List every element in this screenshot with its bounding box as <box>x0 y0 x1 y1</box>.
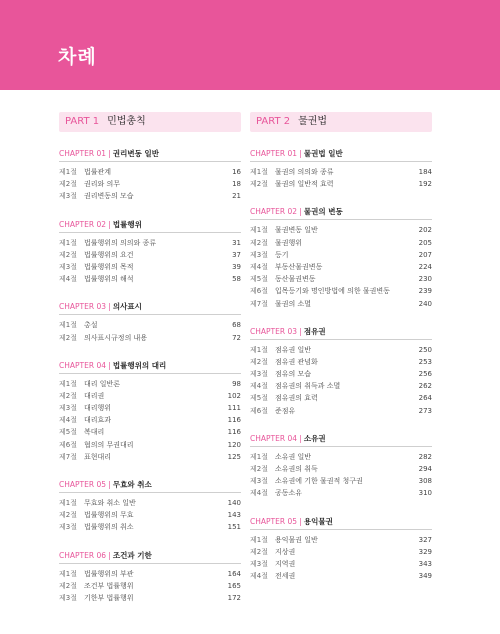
section-number: 제4절 <box>250 382 268 391</box>
section-title: 법률행위의 의의와 종류 <box>84 238 157 247</box>
page-number: 329 <box>418 547 432 556</box>
part-1-column <box>59 112 241 604</box>
toc-entry[interactable] <box>250 546 432 558</box>
section-number: 제6절 <box>250 406 268 415</box>
page-number: 120 <box>227 440 241 449</box>
chapter-gap <box>250 417 432 432</box>
page-number: 140 <box>227 499 241 507</box>
page-number: 164 <box>227 569 241 578</box>
toc-entry[interactable] <box>59 190 241 202</box>
chapter-gap <box>59 534 241 549</box>
section-number: 제5절 <box>59 428 77 437</box>
part-number: PART 1 <box>65 116 100 127</box>
chapter-gap <box>59 203 241 218</box>
toc-entry[interactable] <box>250 451 432 463</box>
section-number: 제3절 <box>250 477 268 486</box>
section-number: 제1절 <box>250 452 268 461</box>
toc-entry[interactable] <box>59 249 241 261</box>
section-title: 물권변동 일반 <box>275 226 318 235</box>
chapter-label: CHAPTER 03 | <box>250 326 302 336</box>
section-title: 법률행위의 목적 <box>84 262 134 271</box>
chapter-heading[interactable] <box>250 205 432 220</box>
chapter-heading[interactable] <box>59 359 241 374</box>
chapter-heading[interactable] <box>250 147 432 162</box>
page-number: 264 <box>418 394 432 403</box>
section-title: 물권행위 <box>275 238 303 247</box>
section-title: 물권의 소멸 <box>275 299 312 308</box>
section-title: 법률행위의 무효 <box>84 511 134 520</box>
toc-entry[interactable] <box>250 392 432 404</box>
chapter-heading[interactable] <box>59 218 241 233</box>
section-title: 무효와 취소 일반 <box>84 499 136 507</box>
section-title: 지역권 <box>275 559 296 568</box>
section-number: 제1절 <box>250 226 268 235</box>
section-title: 조건부 법률행위 <box>84 581 134 590</box>
page-number: 253 <box>418 357 432 366</box>
chapter-label: CHAPTER 04 | <box>59 360 111 370</box>
toc-entry[interactable] <box>59 497 241 509</box>
page-number: 250 <box>418 345 432 354</box>
section-title: 권리와 의무 <box>84 180 121 189</box>
page-number: 192 <box>418 180 432 189</box>
toc-entry[interactable] <box>250 475 432 487</box>
section-number: 제1절 <box>250 535 268 544</box>
toc-entry[interactable] <box>250 261 432 273</box>
part-title: 민법총칙 <box>107 116 146 127</box>
toc-entry[interactable] <box>59 592 241 604</box>
section-title: 공동소유 <box>275 489 303 498</box>
chapter-title: 의사표시 <box>112 302 142 312</box>
section-title: 동산물권변동 <box>275 275 316 284</box>
chapter-gap <box>59 285 241 300</box>
section-number: 제4절 <box>59 416 77 425</box>
toc-entry[interactable] <box>59 521 241 533</box>
toc-entry[interactable] <box>250 380 432 392</box>
chapter-label: CHAPTER 02 | <box>59 219 111 229</box>
section-number: 제2절 <box>59 391 77 400</box>
toc-entry[interactable] <box>250 558 432 570</box>
toc-entry[interactable] <box>59 568 241 580</box>
toc-entry[interactable] <box>59 580 241 592</box>
toc-entry[interactable] <box>59 414 241 426</box>
section-title: 대리 일반론 <box>84 379 121 388</box>
toc-entry[interactable] <box>59 166 241 178</box>
toc-entry[interactable] <box>59 332 241 344</box>
section-title: 부동산물권변동 <box>275 262 323 271</box>
section-title: 소유권의 취득 <box>275 465 318 473</box>
section-number: 제4절 <box>250 262 268 271</box>
page-number: 72 <box>232 333 241 342</box>
section-number: 제2절 <box>250 465 268 473</box>
page-number: 349 <box>418 572 432 581</box>
section-title: 전세권 <box>275 572 296 581</box>
header-banner <box>0 0 500 90</box>
toc-entry[interactable] <box>59 451 241 463</box>
section-number: 제1절 <box>59 321 77 330</box>
page-number: 39 <box>232 262 241 271</box>
page-number: 239 <box>418 287 432 296</box>
toc-entry[interactable] <box>250 166 432 178</box>
page-number: 68 <box>232 321 241 330</box>
section-title: 소유권에 기한 물권적 청구권 <box>275 477 363 486</box>
section-number: 제1절 <box>59 168 77 176</box>
page-number: 125 <box>227 452 241 461</box>
chapter-title: 소유권 <box>303 433 326 443</box>
chapter-heading[interactable] <box>59 478 241 493</box>
section-title: 대리행위 <box>84 404 112 413</box>
section-number: 제3절 <box>59 192 77 201</box>
section-title: 입목등기와 명인방법에 의한 물권변동 <box>275 287 390 296</box>
chapter-title: 용익물권 <box>303 516 333 526</box>
toc-entry[interactable] <box>59 237 241 249</box>
page-number: 282 <box>418 452 432 461</box>
section-title: 기한부 법률행위 <box>84 593 134 602</box>
section-number: 제3절 <box>59 593 77 602</box>
chapter-title: 권리변동 일반 <box>112 149 159 158</box>
page-number: 205 <box>418 238 432 247</box>
section-number: 제2절 <box>250 547 268 556</box>
chapter-label: CHAPTER 05 | <box>59 480 111 489</box>
section-number: 제7절 <box>250 299 268 308</box>
toc-entry[interactable] <box>250 273 432 285</box>
part-number: PART 2 <box>256 116 291 127</box>
chapter-gap <box>250 310 432 325</box>
section-number: 제2절 <box>250 238 268 247</box>
chapter-title: 법률행위의 대리 <box>112 360 167 370</box>
page-number: 165 <box>227 581 241 590</box>
part-2-column <box>250 112 432 582</box>
section-title: 점유의 모습 <box>275 370 312 379</box>
page-number: 98 <box>232 379 241 388</box>
section-number: 제3절 <box>250 559 268 568</box>
page-number: 230 <box>418 275 432 284</box>
toc-entry[interactable] <box>59 261 241 273</box>
section-number: 제2절 <box>59 511 77 520</box>
chapter-heading[interactable] <box>250 432 432 447</box>
section-number: 제2절 <box>250 180 268 189</box>
section-title: 협의의 무권대리 <box>84 440 134 449</box>
section-title: 물권의 의의와 종류 <box>275 168 334 176</box>
toc-entry[interactable] <box>59 426 241 438</box>
chapter-heading[interactable] <box>250 515 432 530</box>
page-number: 207 <box>418 250 432 259</box>
section-number: 제2절 <box>59 180 77 189</box>
page-number: 151 <box>227 523 241 532</box>
section-number: 제1절 <box>59 499 77 507</box>
section-title: 점유권의 취득과 소멸 <box>275 382 341 391</box>
chapter-title: 조건과 기한 <box>112 550 152 560</box>
chapter-gap <box>59 344 241 359</box>
page-number: 273 <box>418 406 432 415</box>
chapter-heading[interactable] <box>59 147 241 162</box>
section-number: 제3절 <box>250 250 268 259</box>
section-number: 제4절 <box>250 572 268 581</box>
toc-entry[interactable] <box>59 378 241 390</box>
section-number: 제4절 <box>250 489 268 498</box>
section-number: 제1절 <box>250 345 268 354</box>
section-title: 점유권 관념화 <box>275 357 318 366</box>
section-title: 권리변동의 모습 <box>84 192 134 201</box>
section-title: 표현대리 <box>84 452 112 461</box>
toc-entry[interactable] <box>59 178 241 190</box>
chapter-gap <box>59 463 241 478</box>
chapter-label: CHAPTER 05 | <box>250 516 302 526</box>
page-number: 294 <box>418 465 432 473</box>
section-title: 준점유 <box>275 406 296 415</box>
toc-entry[interactable] <box>250 344 432 356</box>
page-number: 18 <box>232 180 241 189</box>
section-number: 제5절 <box>250 275 268 284</box>
section-title: 법률행위의 취소 <box>84 523 134 532</box>
section-number: 제2절 <box>59 250 77 259</box>
section-number: 제3절 <box>59 404 77 413</box>
chapter-title: 점유권 <box>303 326 326 336</box>
chapter-label: CHAPTER 01 | <box>250 149 302 158</box>
page-number: 111 <box>227 404 241 413</box>
page-number: 240 <box>418 299 432 308</box>
chapter-title: 물권법 일반 <box>303 149 343 158</box>
page-number: 143 <box>227 511 241 520</box>
page-number: 308 <box>418 477 432 486</box>
page-number: 58 <box>232 275 241 284</box>
part-title: 물권법 <box>298 116 328 127</box>
section-title: 법률행위의 해석 <box>84 275 134 284</box>
toc-entry[interactable] <box>59 273 241 285</box>
chapter-label: CHAPTER 02 | <box>250 207 302 217</box>
page-number: 224 <box>418 262 432 271</box>
section-number: 제1절 <box>59 569 77 578</box>
section-number: 제7절 <box>59 452 77 461</box>
page-number: 116 <box>227 416 241 425</box>
part-heading <box>250 112 432 132</box>
section-number: 제1절 <box>59 379 77 388</box>
toc-entry[interactable] <box>59 402 241 414</box>
section-number: 제4절 <box>59 275 77 284</box>
chapter-label: CHAPTER 01 | <box>59 149 111 158</box>
chapter-title: 물권의 변동 <box>303 207 343 217</box>
page-number: 116 <box>227 428 241 437</box>
toc-entry[interactable] <box>250 534 432 546</box>
section-title: 지상권 <box>275 547 296 556</box>
section-number: 제2절 <box>59 333 77 342</box>
section-number: 제1절 <box>250 168 268 176</box>
chapter-title: 무효와 취소 <box>112 480 152 489</box>
page-number: 102 <box>227 391 241 400</box>
page-number: 16 <box>232 168 241 176</box>
section-title: 의사표시규정의 내용 <box>84 333 148 342</box>
chapter-heading[interactable] <box>59 549 241 564</box>
chapter-heading[interactable] <box>250 325 432 340</box>
toc-entry[interactable] <box>250 487 432 499</box>
chapter-label: CHAPTER 04 | <box>250 433 302 443</box>
section-title: 소유권 일반 <box>275 452 312 461</box>
toc-entry[interactable] <box>59 509 241 521</box>
section-title: 법률행위의 부관 <box>84 569 134 578</box>
section-title: 용익물권 일반 <box>275 535 318 544</box>
section-title: 대리권 <box>84 391 105 400</box>
toc-entry[interactable] <box>250 285 432 297</box>
section-number: 제3절 <box>59 262 77 271</box>
section-number: 제6절 <box>59 440 77 449</box>
toc-entry[interactable] <box>59 390 241 402</box>
chapter-gap <box>250 190 432 205</box>
toc-entry[interactable] <box>250 463 432 475</box>
section-number: 제2절 <box>250 357 268 366</box>
toc-entry[interactable] <box>250 249 432 261</box>
section-title: 등기 <box>275 250 289 259</box>
page-number: 31 <box>232 238 241 247</box>
toc-entry[interactable] <box>59 319 241 331</box>
page-number: 172 <box>227 593 241 602</box>
section-title: 총설 <box>84 321 98 330</box>
toc-entry[interactable] <box>250 368 432 380</box>
section-title: 점유권 일반 <box>275 345 312 354</box>
page-number: 310 <box>418 489 432 498</box>
section-title: 물권의 일반적 효력 <box>275 180 334 189</box>
section-number: 제1절 <box>59 238 77 247</box>
section-title: 법률관계 <box>84 168 112 176</box>
page-title: 차례 <box>58 46 97 68</box>
chapter-label: CHAPTER 06 | <box>59 550 111 560</box>
section-title: 점유권의 효력 <box>275 394 318 403</box>
page-number: 37 <box>232 250 241 259</box>
page-number: 262 <box>418 382 432 391</box>
section-number: 제5절 <box>250 394 268 403</box>
page-number: 256 <box>418 370 432 379</box>
page-number: 327 <box>418 535 432 544</box>
section-number: 제3절 <box>59 523 77 532</box>
toc-entry[interactable] <box>250 178 432 190</box>
section-title: 복대리 <box>84 428 105 437</box>
page-number: 343 <box>418 559 432 568</box>
chapter-gap <box>250 500 432 515</box>
toc-entry[interactable] <box>250 570 432 582</box>
part-heading <box>59 112 241 132</box>
section-title: 법률행위의 요건 <box>84 250 134 259</box>
page-number: 184 <box>418 168 432 176</box>
section-title: 대리효과 <box>84 416 112 425</box>
toc-entry[interactable] <box>250 298 432 310</box>
section-number: 제2절 <box>59 581 77 590</box>
chapter-label: CHAPTER 03 | <box>59 302 111 312</box>
toc-entry[interactable] <box>59 439 241 451</box>
section-number: 제6절 <box>250 287 268 296</box>
page-number: 21 <box>232 192 241 201</box>
chapter-heading[interactable] <box>59 300 241 315</box>
chapter-title: 법률행위 <box>112 219 142 229</box>
toc-entry[interactable] <box>250 224 432 236</box>
toc-entry[interactable] <box>250 356 432 368</box>
section-number: 제3절 <box>250 370 268 379</box>
page-number: 202 <box>418 226 432 235</box>
toc-entry[interactable] <box>250 405 432 417</box>
toc-entry[interactable] <box>250 237 432 249</box>
